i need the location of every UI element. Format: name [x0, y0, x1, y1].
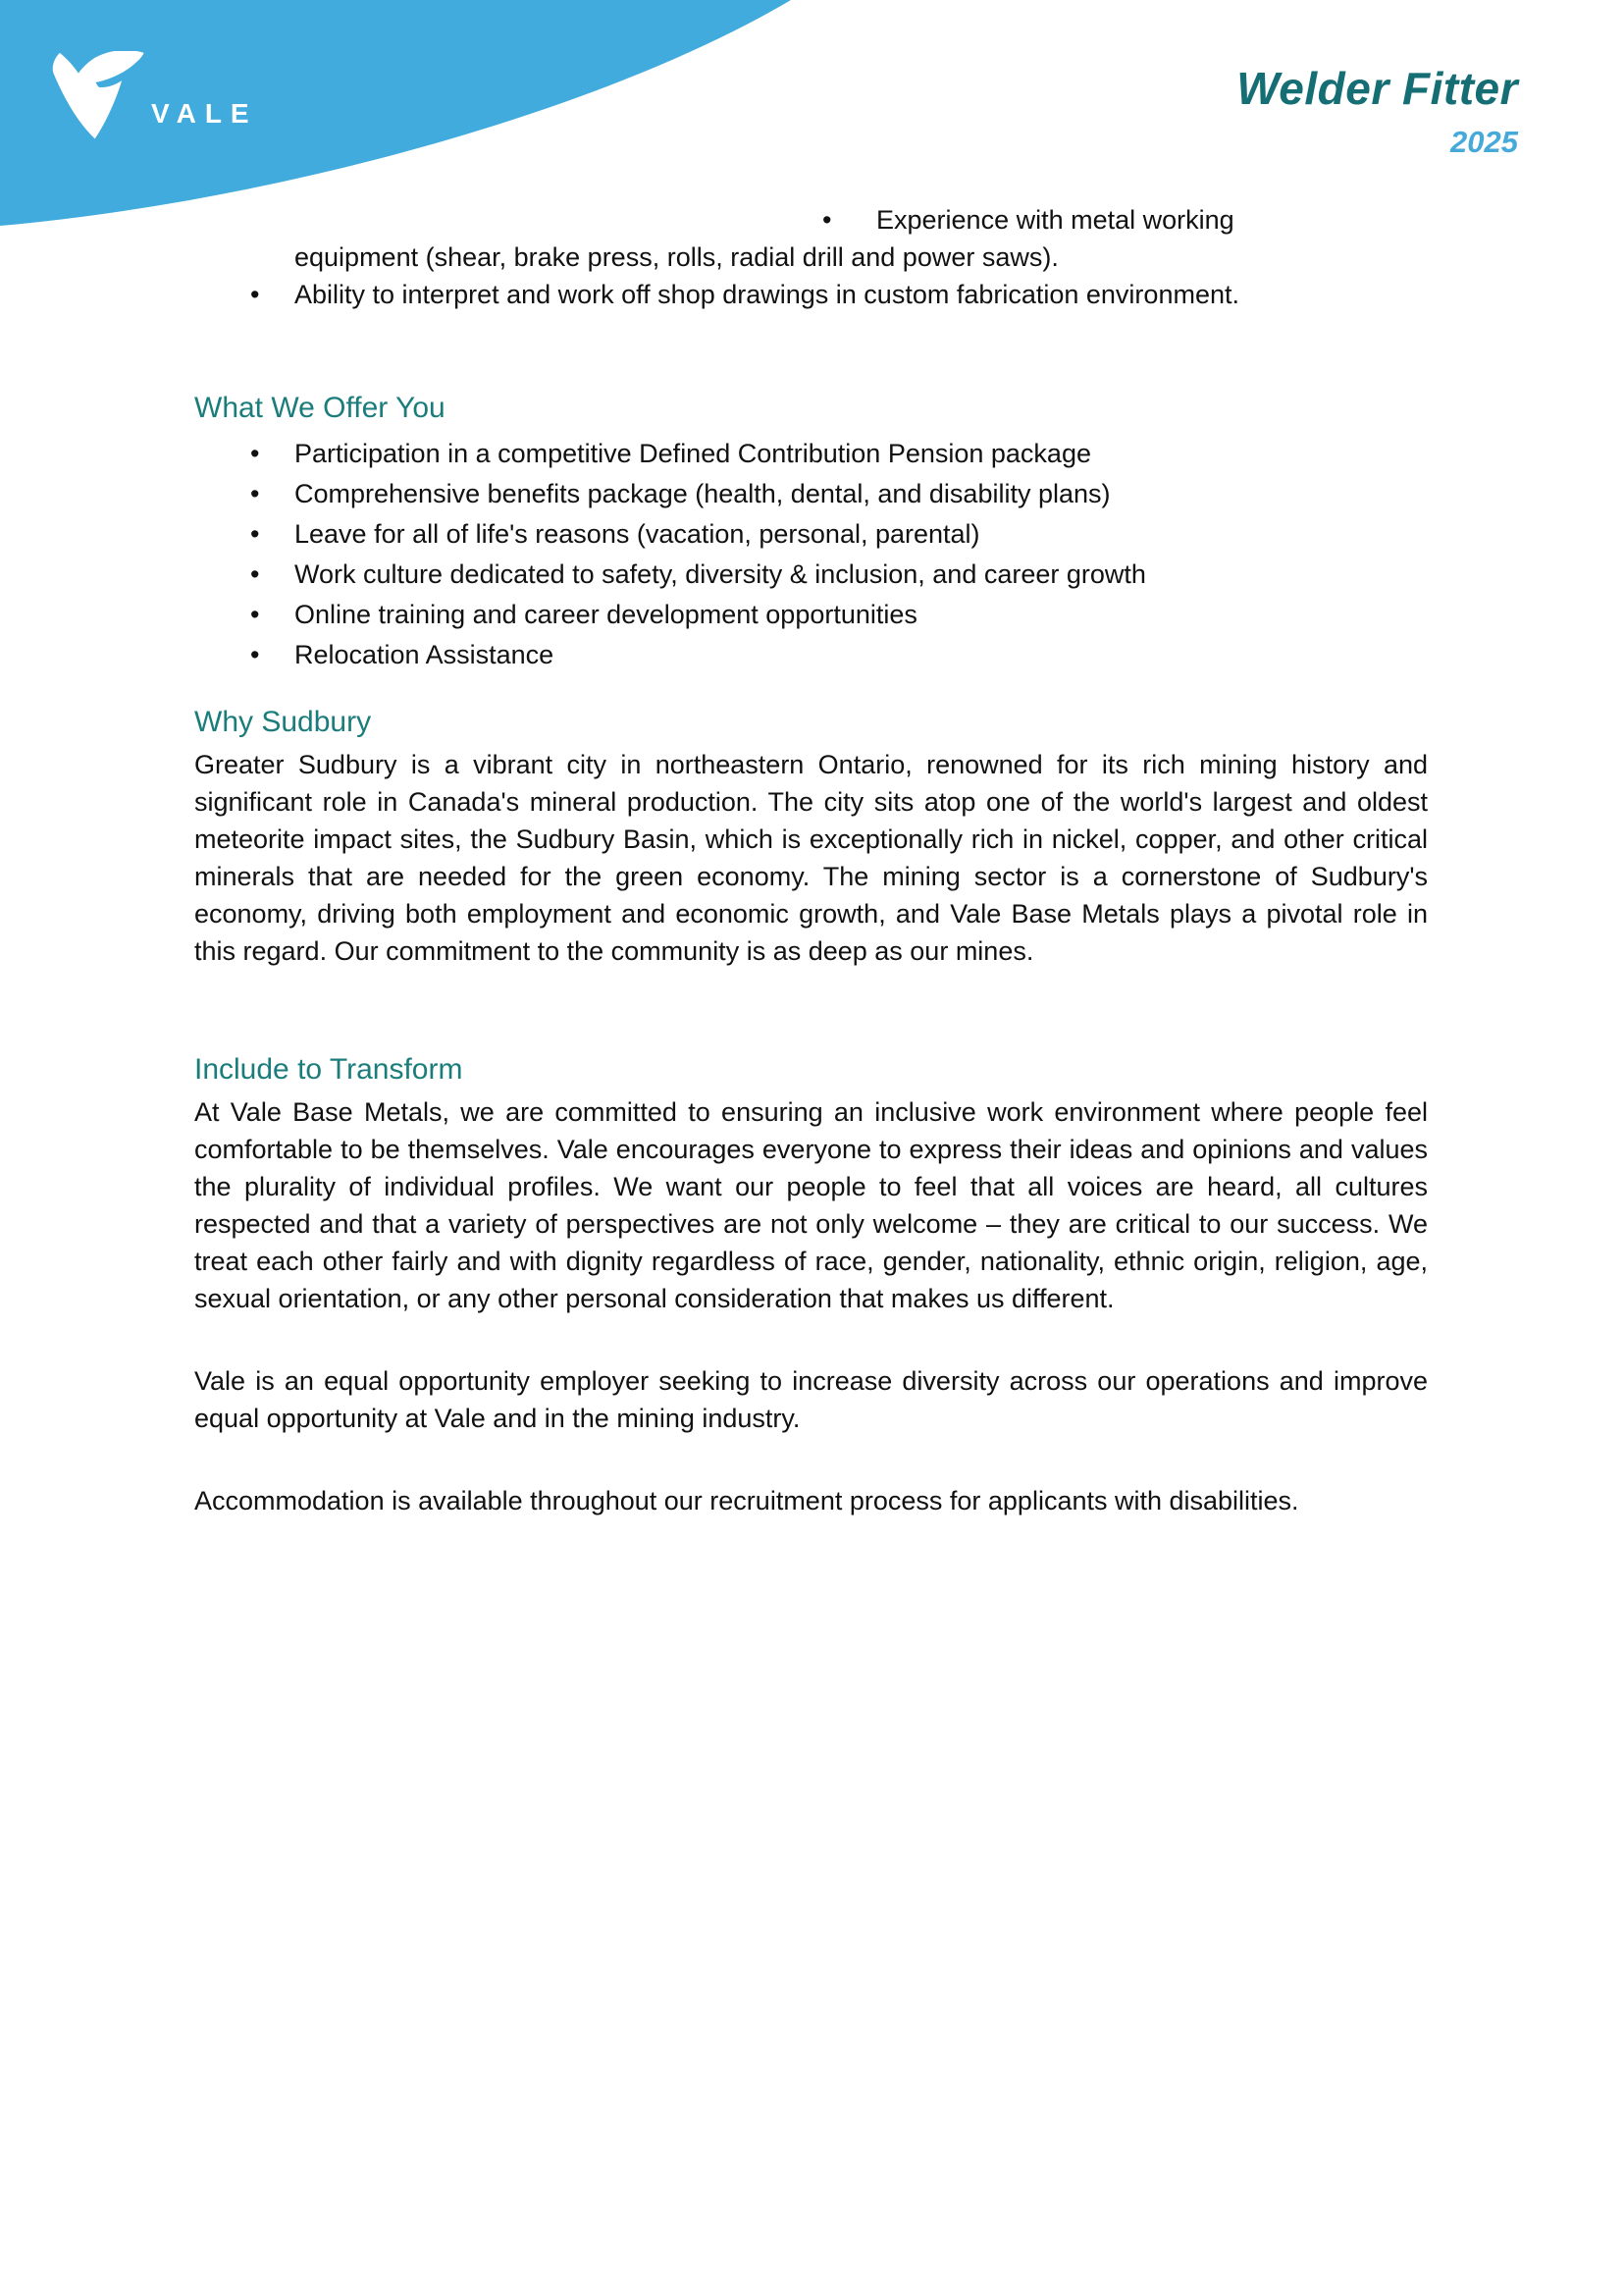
bullet-item: • Relocation Assistance — [194, 635, 1428, 675]
section-heading-include: Include to Transform — [194, 1053, 463, 1086]
include-paragraph-3: Accommodation is available throughout our recruitment process for applicants with disabilities. — [194, 1486, 1299, 1515]
bullet-text: Ability to interpret and work off shop drawings in custom fabrication environment. — [294, 280, 1239, 309]
include-paragraph-1: At Vale Base Metals, we are committed to ensuring an inclusive work environment where people feel comfortable to be themselves. Vale encourages everyone to express their ideas and opinions and values the plurality of individual profiles. We want our people to feel that all voices are heard, all cultures respected and that a variety of perspectives are not only welcome – they are critical to our success. We treat each other fairly and with dignity regardless of race, gender, nationality, ethnic origin, religion, age, sexual orientation, or any other personal consideration that makes us different. — [194, 1097, 1428, 1313]
bullet-item-continuation — [194, 239, 1428, 276]
bullet-item: • Leave for all of life's reasons (vacation, personal, parental) — [194, 514, 1428, 555]
include-paragraph-2: Vale is an equal opportunity employer seeking to increase diversity across our operations and improve equal opportunity at Vale and in the mining industry. — [194, 1366, 1428, 1433]
offer-list — [194, 434, 1428, 675]
sudbury-section — [194, 705, 1428, 970]
page-year: 2025 — [1450, 125, 1518, 159]
bullet-item: • Online training and career development opportunities — [194, 595, 1428, 635]
bullet-text: Experience with metal working — [876, 205, 1234, 235]
include-section — [194, 1052, 1428, 1519]
section-heading-offer: What We Offer You — [194, 392, 445, 424]
sudbury-paragraph: Greater Sudbury is a vibrant city in northeastern Ontario, renowned for its rich mining history and significant role in Canada's mineral production. The city sits atop one of the world's largest and oldest meteorite impact sites, the Sudbury Basin, which is exceptionally rich in nickel, copper, and other critical minerals that are needed for the green economy. The mining sector is a cornerstone of Sudbury's economy, driving both employment and economic growth, and Vale Base Metals plays a pivotal role in this regard. Our commitment to the community is as deep as our mines. — [194, 750, 1428, 966]
bullet-item — [194, 276, 1428, 313]
bullet-text: equipment (shear, brake press, rolls, radial drill and power saws). — [294, 242, 1059, 272]
bullet-item: • Comprehensive benefits package (health, dental, and disability plans) — [194, 474, 1428, 514]
offer-section — [194, 391, 1428, 675]
section-heading-sudbury: Why Sudbury — [194, 706, 372, 738]
page-title: Welder Fitter — [1236, 63, 1518, 114]
vale-brand-text: VALE — [151, 98, 258, 129]
bullet-item: • Work culture dedicated to safety, diversity & inclusion, and career growth — [194, 555, 1428, 595]
intro-bullets-section — [194, 201, 1428, 313]
vale-v-swoosh-icon — [49, 51, 147, 141]
bullet-item: • Participation in a competitive Defined Contribution Pension package — [194, 434, 1428, 474]
title-block — [1236, 63, 1518, 159]
bullet-item — [194, 201, 1428, 239]
vale-logo — [49, 51, 334, 144]
